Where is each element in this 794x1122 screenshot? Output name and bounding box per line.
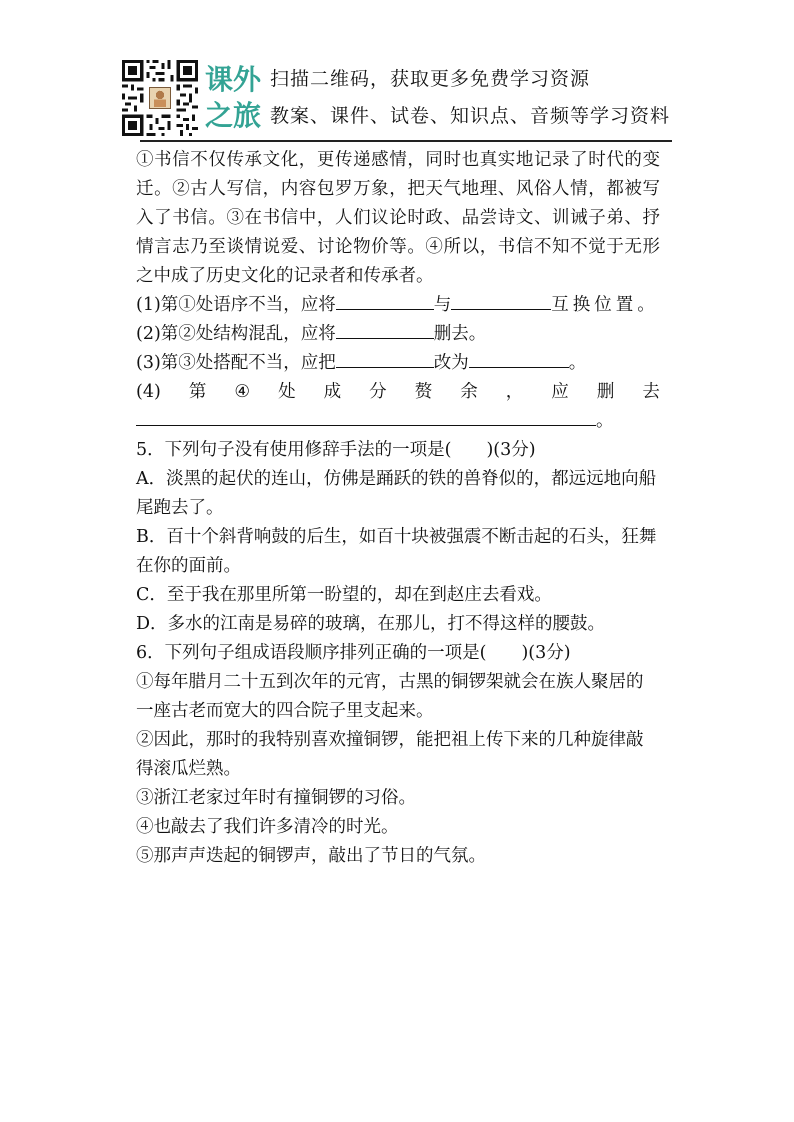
q4-item-1 bbox=[136, 291, 660, 320]
qr-code-icon bbox=[122, 60, 198, 136]
q5-option-c: C．至于我在那里所第一盼望的，却在到赵庄去看戏。 bbox=[136, 585, 552, 605]
q4-item-3-text-b: 改为 bbox=[433, 353, 469, 373]
q4-item-1-text-c: 互换位置。 bbox=[551, 295, 659, 315]
answer-blank[interactable] bbox=[136, 407, 596, 426]
header-divider bbox=[140, 140, 672, 142]
q4-item-2 bbox=[136, 320, 660, 349]
header-tagline-1: 扫描二维码，获取更多免费学习资源 bbox=[270, 68, 591, 90]
q4-item-3-text-c: 。 bbox=[568, 353, 587, 373]
q5-option-b: B．百十个斜背响鼓的后生，如百十块被强震不断击起的石头，狂舞在你的面前。 bbox=[136, 527, 657, 576]
brand-line-2: 之旅 bbox=[205, 99, 262, 132]
answer-blank[interactable] bbox=[469, 349, 569, 368]
q4-item-4-char: 余 bbox=[460, 382, 478, 402]
q4-item-4-char: (4) bbox=[136, 382, 161, 402]
q5-option-d: D．多水的江南是易碎的玻璃，在那儿，打不得这样的腰鼓。 bbox=[136, 614, 606, 634]
q4-item-2-text-b: 删去。 bbox=[433, 324, 487, 344]
q4-item-4-char: ， bbox=[505, 382, 524, 402]
q4-item-1-text-b: 与 bbox=[433, 295, 452, 315]
q4-item-3-text-a: (3)第③处搭配不当，应把 bbox=[136, 353, 336, 373]
q5-stem: 5．下列句子没有使用修辞手法的一项是( )(3分) bbox=[136, 440, 536, 460]
q4-item-4-char: 第 bbox=[188, 382, 207, 402]
answer-blank[interactable] bbox=[451, 291, 551, 310]
q4-item-1-text-a: (1)第①处语序不当，应将 bbox=[136, 295, 336, 315]
q6-sentence-4: ④也敲去了我们许多清冷的时光。 bbox=[136, 817, 399, 837]
q6-sentence-2: ②因此，那时的我特别喜欢撞铜锣，能把祖上传下来的几种旋律敲得滚瓜烂熟。 bbox=[136, 730, 644, 779]
q4-item-4-char: 删 bbox=[596, 382, 615, 402]
q4-item-4-char: 处 bbox=[278, 382, 296, 402]
q6-sentence-1: ①每年腊月二十五到次年的元宵，古黑的铜锣架就会在族人聚居的一座古老而宽大的四合院子里支起来。 bbox=[136, 672, 644, 721]
q6-stem: 6．下列句子组成语段顺序排列正确的一项是( )(3分) bbox=[136, 643, 571, 663]
q4-item-3 bbox=[136, 349, 660, 378]
q6-sentence-3: ③浙江老家过年时有撞铜锣的习俗。 bbox=[136, 788, 416, 808]
page-header bbox=[122, 60, 674, 140]
brand-logo bbox=[205, 62, 263, 134]
q4-item-4-char: 分 bbox=[369, 382, 387, 402]
header-tagline-2: 教案、课件、试卷、知识点、音频等学习资料 bbox=[270, 105, 671, 127]
q4-item-2-text-a: (2)第②处结构混乱，应将 bbox=[136, 324, 336, 344]
document-body bbox=[136, 146, 660, 871]
q4-item-4-char: ④ bbox=[234, 382, 251, 402]
q4-item-4-char: 成 bbox=[323, 382, 342, 402]
answer-blank[interactable] bbox=[336, 320, 434, 339]
q4-item-4 bbox=[136, 378, 660, 407]
q4-item-4-answer-line bbox=[136, 407, 660, 436]
q4-item-4-char: 去 bbox=[642, 382, 660, 402]
answer-blank[interactable] bbox=[336, 291, 434, 310]
passage-text: ①书信不仅传承文化，更传递感情，同时也真实地记录了时代的变迁。②古人写信，内容包罗万象，把天气地理、风俗人情，都被写入了书信。③在书信中，人们议论时政、品尝诗文、训诫子弟、抒情言志乃至谈情说爱、讨论物价等。④所以，书信不知不觉于无形之中成了历史文化的记录者和传承者。 bbox=[136, 150, 660, 286]
answer-blank[interactable] bbox=[336, 349, 434, 368]
brand-line-1: 课外 bbox=[205, 63, 262, 96]
q4-item-4-char: 应 bbox=[551, 382, 569, 402]
q6-sentence-5: ⑤那声声迭起的铜锣声，敲出了节日的气氛。 bbox=[136, 846, 486, 866]
q5-option-a: A．淡黑的起伏的连山，仿佛是踊跃的铁的兽脊似的，都远远地向船尾跑去了。 bbox=[136, 469, 657, 518]
q4-item-4-end: 。 bbox=[596, 411, 614, 431]
q4-item-4-char: 赘 bbox=[414, 382, 433, 402]
